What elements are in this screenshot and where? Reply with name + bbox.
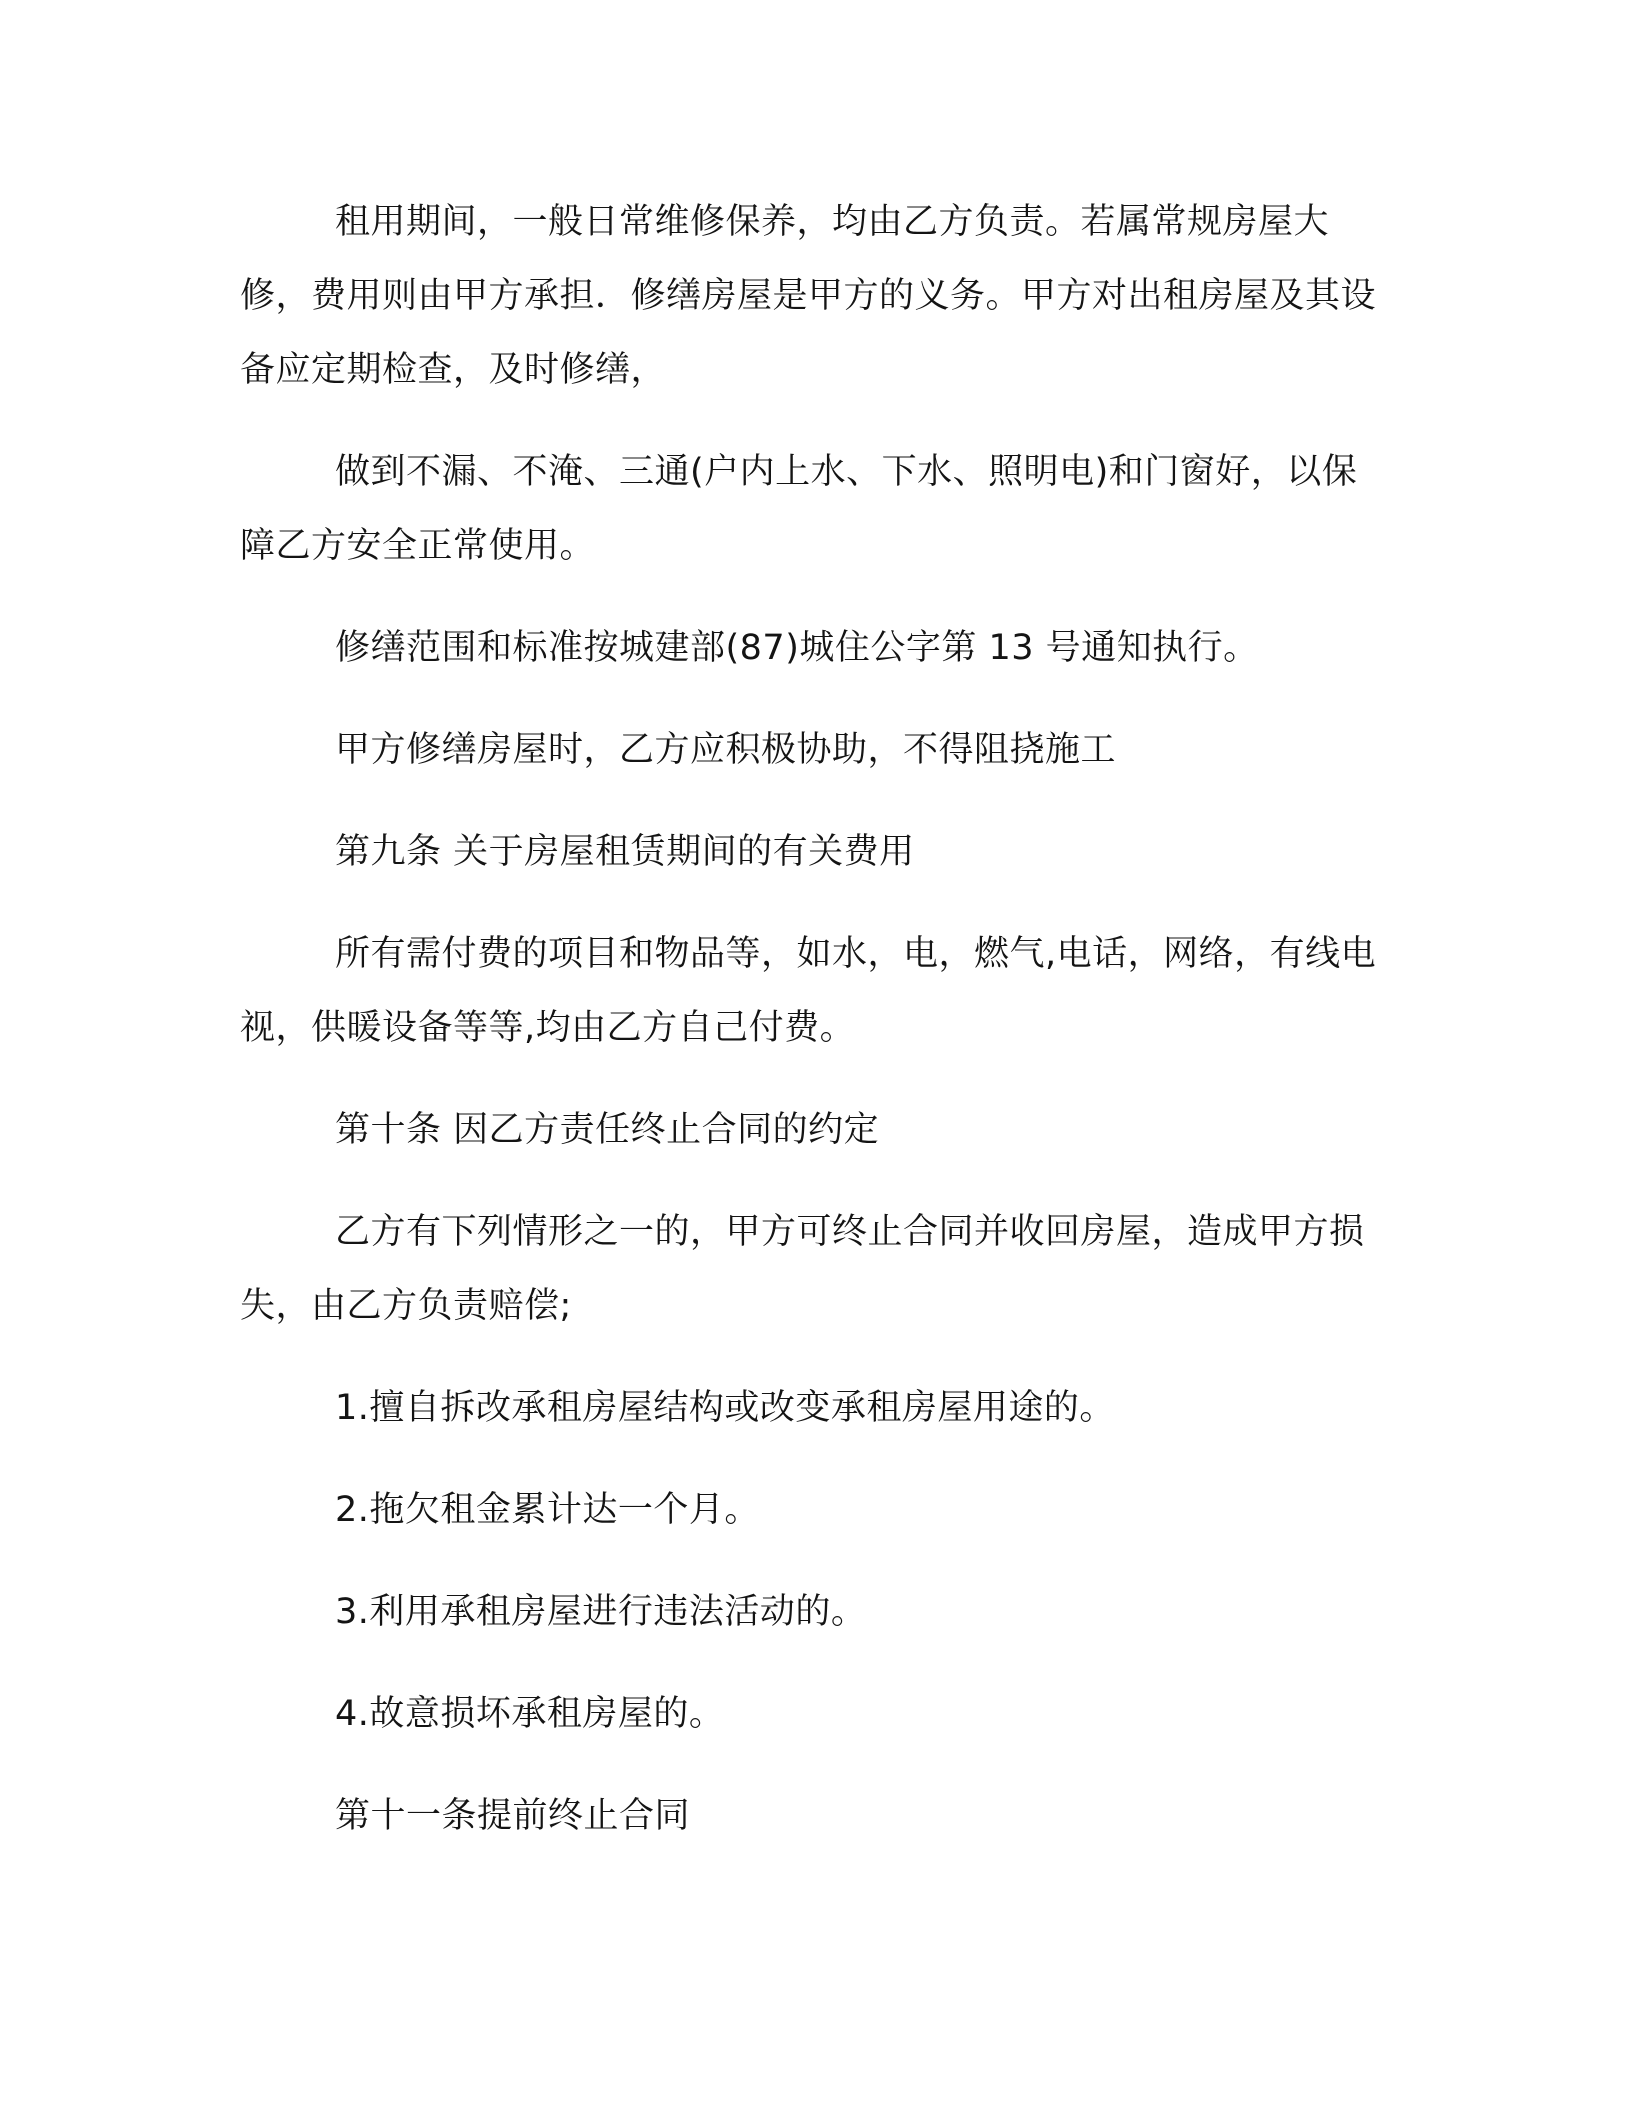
list-item-4: 4.故意损坏承租房屋的。 bbox=[335, 1694, 725, 1734]
list-item-1: 1.擅自拆改承租房屋结构或改变承租房屋用途的。 bbox=[335, 1388, 1115, 1428]
list-item-2: 2.拖欠租金累计达一个月。 bbox=[335, 1490, 760, 1530]
article-10-heading: 第十条 因乙方责任终止合同的约定 bbox=[335, 1110, 880, 1150]
article-9-heading: 第九条 关于房屋租赁期间的有关费用 bbox=[335, 832, 915, 872]
paragraph-fees: 所有需付费的项目和物品等，如水，电，燃气,电话，网络，有线电视，供暖设备等等,均由乙方自己付费。 bbox=[240, 934, 1377, 1048]
list-item-3: 3.利用承租房屋进行违法活动的。 bbox=[335, 1592, 867, 1632]
paragraph-repair-cooperation: 甲方修缮房屋时，乙方应积极协助，不得阻挠施工 bbox=[335, 730, 1117, 770]
paragraph-repair-scope: 修缮范围和标准按城建部(87)城住公字第 13 号通知执行。 bbox=[335, 628, 1259, 668]
paragraph-repair-responsibility: 租用期间，一般日常维修保养，均由乙方负责。若属常规房屋大修，费用则由甲方承担．修缮房屋是甲方的义务。甲方对出租房屋及其设备应定期检查，及时修缮， bbox=[240, 202, 1377, 390]
paragraph-termination-conditions: 乙方有下列情形之一的，甲方可终止合同并收回房屋，造成甲方损失，由乙方负责赔偿; bbox=[240, 1212, 1365, 1326]
article-11-heading: 第十一条提前终止合同 bbox=[335, 1796, 691, 1836]
paragraph-repair-standards: 做到不漏、不淹、三通(户内上水、下水、照明电)和门窗好，以保障乙方安全正常使用。 bbox=[240, 452, 1358, 566]
document-body bbox=[240, 185, 1390, 1881]
